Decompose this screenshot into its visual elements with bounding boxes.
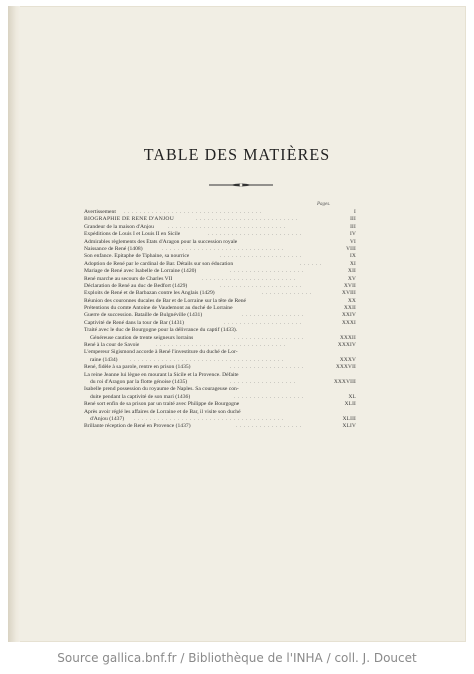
toc-entry [84,342,356,349]
toc-entry-page: XXXII [339,334,356,341]
toc-entry [84,224,356,231]
leader-dots: ................ [242,312,306,319]
toc-entry-text: duite pendant la captivité de son mari (1436) [90,393,191,400]
toc-entry-text: Grandeur de la maison d'Anjou [84,223,154,230]
toc-entry-page: XI [350,260,356,267]
toc-entry [84,253,356,260]
toc-entry-page: XII [348,268,356,275]
ornament-divider [208,182,274,188]
toc-entry-text: Mariage de René avec Isabelle de Lorraine (1420) [84,268,197,275]
toc-entry-text: Généreuse caution de trente seigneurs lorrains [90,334,194,341]
toc-entry-page: XXXVIII [334,378,356,385]
toc-entry [84,209,356,216]
toc-entry [84,372,356,379]
table-of-contents [84,209,356,431]
toc-entry-text: Guerre de succession. Bataille de Bulgnéville (1431) [84,312,203,319]
toc-entry [84,364,356,371]
toc-entry-text: L'empereur Sigismond accorde à René l'investiture du duché de Lor- [84,349,238,356]
leader-dots: .............................. [168,223,288,230]
source-attribution: Source gallica.bnf.fr / Bibliothèque de l'INHA / coll. J. Doucet [57,651,417,665]
toc-entry [84,401,356,408]
toc-entry-page: XXXI [341,319,356,326]
toc-entry-text: René, fidèle à sa parole, rentre en prison (1435) [84,364,191,371]
toc-entry [84,327,356,334]
toc-entry-page: XXXVII [335,364,356,371]
toc-entry-text: René à la cour de Savoie [84,342,140,349]
page-binding-edge [8,6,20,642]
toc-entry-text: René marche au secours de Charles VII [84,275,173,282]
toc-entry [84,231,356,238]
leader-dots: ................................... [124,209,264,215]
toc-entry [84,335,356,342]
page-title: TABLE DES MATIÈRES [143,146,331,165]
toc-entry-text: Exploits de René et de Barbazan contre les Anglais (1429) [84,290,215,297]
toc-entry-text: BIOGRAPHIE DE RENÉ D'ANJOU [84,216,175,223]
leader-dots: ....................................... [130,356,286,363]
toc-entry-text: René sort enfin de sa prison par un traité avec Philippe de Bourgogne [84,401,240,408]
toc-entry [84,239,356,246]
toc-entry-text: Adoption de René par le cardinal de Bar. Détails sur son éducation [84,260,234,267]
leader-dots: .................... [224,319,304,326]
toc-entry-text: d'Anjou (1437) [90,415,125,422]
leader-dots: ................. [236,423,304,430]
toc-entry-page: VI [350,238,356,245]
toc-entry-page: XXXV [339,356,356,363]
toc-entry [84,246,356,253]
toc-entry [84,268,356,275]
toc-entry [84,379,356,386]
leader-dots: .................. [234,334,306,341]
toc-entry [84,290,356,297]
toc-entry [84,276,356,283]
toc-entry [84,261,356,268]
toc-entry-page: XLII [344,401,356,408]
toc-entry-text: Avertissement [84,209,116,215]
toc-entry-text: du roi d'Aragon par la flotte génoise (1435) [90,378,188,385]
toc-entry-page: III [350,223,356,230]
toc-entry [84,320,356,327]
toc-entry-page: XXII [344,305,356,312]
toc-entry-page: XVIII [342,290,356,297]
toc-entry [84,423,356,430]
toc-entry-page: XLIV [342,423,356,430]
toc-entry-page: XL [348,393,356,400]
toc-entry [84,283,356,290]
toc-entry-text: Traité avec le duc de Bourgogne pour la délivrance du captif (1433). [84,327,238,334]
toc-entry-page: XXIV [341,312,356,319]
toc-entry-page: XV [347,275,356,282]
toc-entry-text: Prétentions du comte Antoine de Vaudemont au duché de Lorraine [84,305,233,312]
leader-dots: ..................... [220,282,304,289]
leader-dots: ................. [230,378,298,385]
toc-entry-page: IX [350,253,356,260]
toc-entry-page: I [354,209,356,215]
toc-entry-text: Expéditions de Louis I et Louis II en Sicile [84,231,181,238]
toc-entry [84,216,356,223]
toc-entry [84,357,356,364]
toc-entry-text: Son enfance. Épitaphe de Tiphaine, sa nourrice [84,253,190,260]
toc-entry-page: III [350,216,356,223]
toc-entry-text: Captivité de René dans la tour de Bar (1431) [84,319,185,326]
scanned-page [8,6,466,642]
toc-entry [84,349,356,356]
leader-dots: ............................... [162,245,286,252]
toc-entry [84,416,356,423]
leader-dots: ................................. [156,342,288,349]
toc-entry [84,394,356,401]
leader-dots: ................... [230,364,306,371]
pages-column-header: Pages. [317,202,331,207]
toc-entry-text: Brillante réception de René en Provence (1437) [84,423,191,430]
leader-dots: ............. [262,290,314,297]
toc-entry-page: VIII [346,245,356,252]
toc-entry [84,298,356,305]
leader-dots: ................... [230,268,306,275]
toc-entry-page: XX [347,297,356,304]
toc-entry-text: raine (1434) [90,356,118,363]
toc-entry-text: Déclaration de René au duc de Bedfort (1429) [84,282,188,289]
toc-entry-text: Naissance de René (1408) [84,245,143,252]
toc-entry-text: Après avoir réglé les affaires de Lorraine et de Bar, il visite son duché [84,408,241,415]
toc-entry [84,312,356,319]
leader-dots: ........................ [202,275,298,282]
toc-entry-page: XXXIV [337,342,356,349]
toc-entry-text: Admirables règlements des États d'Aragon pour la succession royale [84,238,238,245]
leader-dots: .................. [234,393,306,400]
leader-dots: ...................................... [134,415,286,422]
leader-dots: ...... [300,260,324,267]
toc-entry-page: XLIII [342,415,356,422]
leader-dots: .......................... [196,216,300,223]
toc-entry-text: Réunion des couronnes ducales de Bar et de Lorraine sur la tête de René [84,297,247,304]
toc-entry-page: IV [350,231,356,238]
leader-dots: ..................... [220,253,304,260]
toc-entry-text: Isabelle prend possession du royaume de Naples. Sa courageuse con- [84,386,239,393]
toc-entry [84,409,356,416]
toc-entry [84,386,356,393]
toc-entry [84,305,356,312]
toc-entry-text: La reine Jeanne lui lègue en mourant la Sicile et la Provence. Défaite [84,371,239,378]
leader-dots: ........................ [208,231,304,238]
toc-entry-page: XVII [344,282,356,289]
